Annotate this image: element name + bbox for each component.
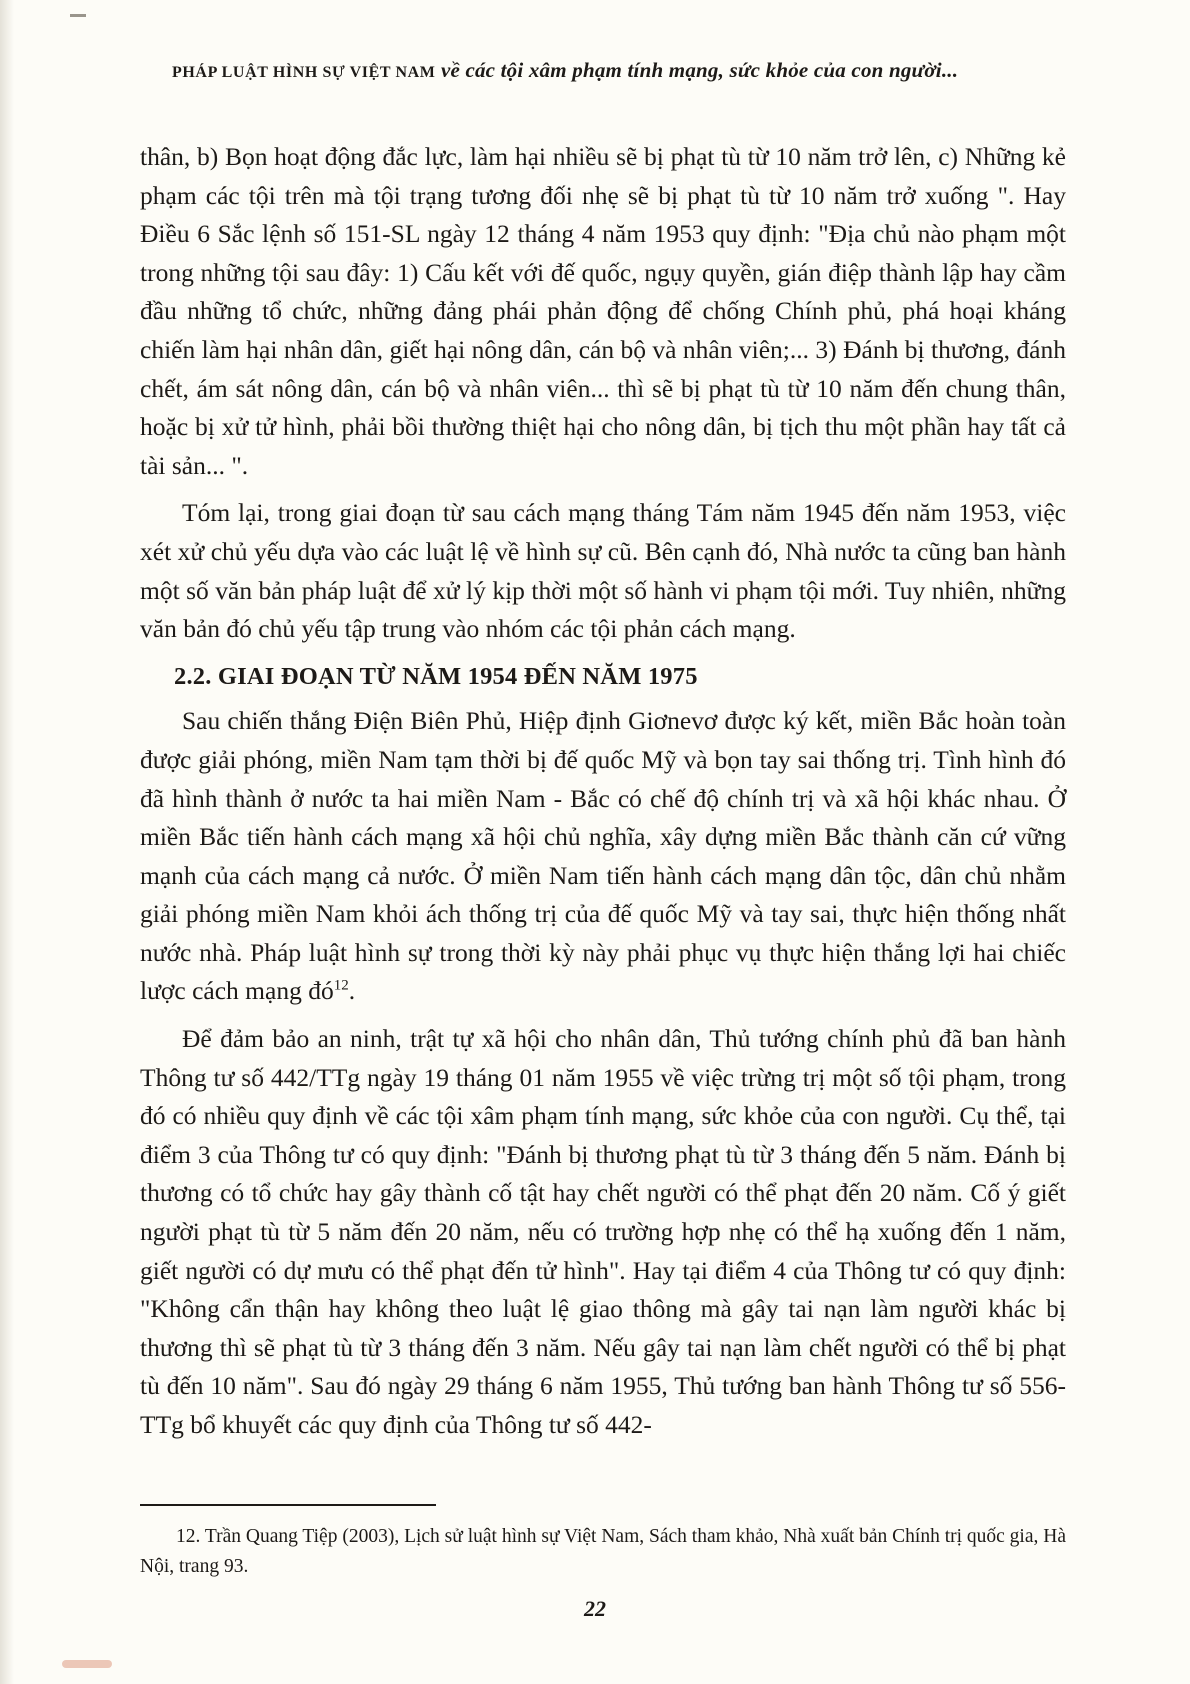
body-text (140, 138, 1066, 1454)
footnote: 12. Trần Quang Tiệp (2003), Lịch sử luật hình sự Việt Nam, Sách tham khảo, Nhà xuất bản Chính trị quốc gia, Hà Nội, trang 93. (140, 1526, 1066, 1577)
paragraph-circular: Để đảm bảo an ninh, trật tự xã hội cho nhân dân, Thủ tướng chính phủ đã ban hành Thông tư số 442/TTg ngày 19 tháng 01 năm 1955 về việc trừng trị một số tội phạm, trong đó có nhiều quy định về các tội xâm phạm tính mạng, sức khỏe của con người. Cụ thể, tại điểm 3 của Thông tư có quy định: "Đánh bị thương phạt tù từ 3 tháng đến 5 năm. Đánh bị thương có tổ chức hay gây thành cố tật hay chết người có thể phạt đến 20 năm. Cố ý giết người phạt tù từ 5 năm đến 20 năm, nếu có trường hợp nhẹ có thể hạ xuống đến 1 năm, giết người có dự mưu có thể phạt đến tử hình". Hay tại điểm 4 của Thông tư có quy định: "Không cẩn thận hay không theo luật lệ giao thông mà gây tai nạn làm người khác bị thương thì sẽ phạt tù từ 3 tháng đến 3 năm. Nếu gây tai nạn làm chết người có thể bị phạt tù đến 10 năm". Sau đó ngày 29 tháng 6 năm 1955, Thủ tướng ban hành Thông tư số 556-TTg bổ khuyết các quy định của Thông tư số 442- (140, 1024, 1066, 1439)
paragraph-context: Sau chiến thắng Điện Biên Phủ, Hiệp định Giơnevơ được ký kết, miền Bắc hoàn toàn được giải phóng, miền Nam tạm thời bị đế quốc Mỹ và bọn tay sai thống trị. Tình hình đó đã hình thành ở nước ta hai miền Nam - Bắc có chế độ chính trị và xã hội khác nhau. Ở miền Bắc tiến hành cách mạng xã hội chủ nghĩa, xây dựng miền Bắc thành căn cứ vững mạnh của cách mạng cả nước. Ở miền Nam tiến hành cách mạng dân tộc, dân chủ nhằm giải phóng miền Nam khỏi ách thống trị của đế quốc Mỹ và tay sai, thực hiện thống nhất nước nhà. Pháp luật hình sự trong thời kỳ này phải phục vụ thực hiện thắng lợi hai chiếc lược cách mạng $đó^{12}$. (140, 706, 1066, 1006)
section-heading: 2.2. GIAI ĐOẠN TỪ NĂM 1954 ĐẾN NĂM 1975 (174, 662, 698, 690)
scan-mark-top (70, 14, 86, 17)
paragraph-summary: Tóm lại, trong giai đoạn từ sau cách mạng tháng Tám năm 1945 đến năm 1953, việc xét xử chủ yếu dựa vào các luật lệ về hình sự cũ. Bên cạnh đó, Nhà nước ta cũng ban hành một số văn bản pháp luật để xử lý kịp thời một số hành vi phạm tội mới. Tuy nhiên, những văn bản đó chủ yếu tập trung vào nhóm các tội phản cách mạng. (140, 498, 1066, 644)
header-italic-text: về các tội xâm phạm tính mạng, sức khỏe của con người... (440, 58, 959, 82)
page-number: 22 (584, 1596, 606, 1621)
scan-mark-bottom (62, 1660, 112, 1668)
paragraph-continued: thân, b) Bọn hoạt động đắc lực, làm hại nhiều sẽ bị phạt tù từ 10 năm trở lên, c) Những kẻ phạm các tội trên mà tội trạng tương đối nhẹ sẽ bị phạt tù từ 10 năm trở xuống ". Hay Điều 6 Sắc lệnh số 151-SL ngày 12 tháng 4 năm 1953 quy định: "Địa chủ nào phạm một trong những tội sau đây: 1) Cấu kết với đế quốc, ngụy quyền, gián điệp thành lập hay cầm đầu những tổ chức, những đảng phái phản động để chống Chính phủ, phá hoại kháng chiến làm hại nhân dân, giết hại nông dân, cán bộ và nhân viên;... 3) Đánh bị thương, đánh chết, ám sát nông dân, cán bộ và nhân viên... thì sẽ bị phạt tù từ 10 năm đến chung thân, hoặc bị xử tử hình, phải bồi thường thiệt hại cho nông dân, bị tịch thu một phần hay tất cả tài sản... ". (140, 142, 1066, 480)
header-caps-text: PHÁP LUẬT HÌNH SỰ VIỆT NAM (172, 64, 436, 81)
running-header (172, 58, 1092, 83)
page-edge-shadow (0, 0, 14, 1684)
footnote-reference[interactable]: 12 (333, 977, 349, 994)
footnote-divider (140, 1504, 436, 1506)
paragraph-context-text: Sau chiến thắng Điện Biên Phủ, Hiệp định Giơnevơ được ký kết, miền Bắc hoàn toàn được giải phóng, miền Nam tạm thời bị đế quốc Mỹ và bọn tay sai thống trị. Tình hình đó đã hình thành ở nước ta hai miền Nam - Bắc có chế độ chính trị và xã hội khác nhau. Ở miền Bắc tiến hành cách mạng xã hội chủ nghĩa, xây dựng miền Bắc thành căn cứ vững mạnh của cách mạng cả nước. Ở miền Nam tiến hành cách mạng dân tộc, dân chủ nhằm giải phóng miền Nam khỏi ách thống trị của đế quốc Mỹ và tay sai, thực hiện thống nhất nước nhà. Pháp luật hình sự trong thời kỳ này phải phục vụ thực hiện thắng lợi hai chiếc lược cách mạng đó (140, 706, 1066, 1006)
